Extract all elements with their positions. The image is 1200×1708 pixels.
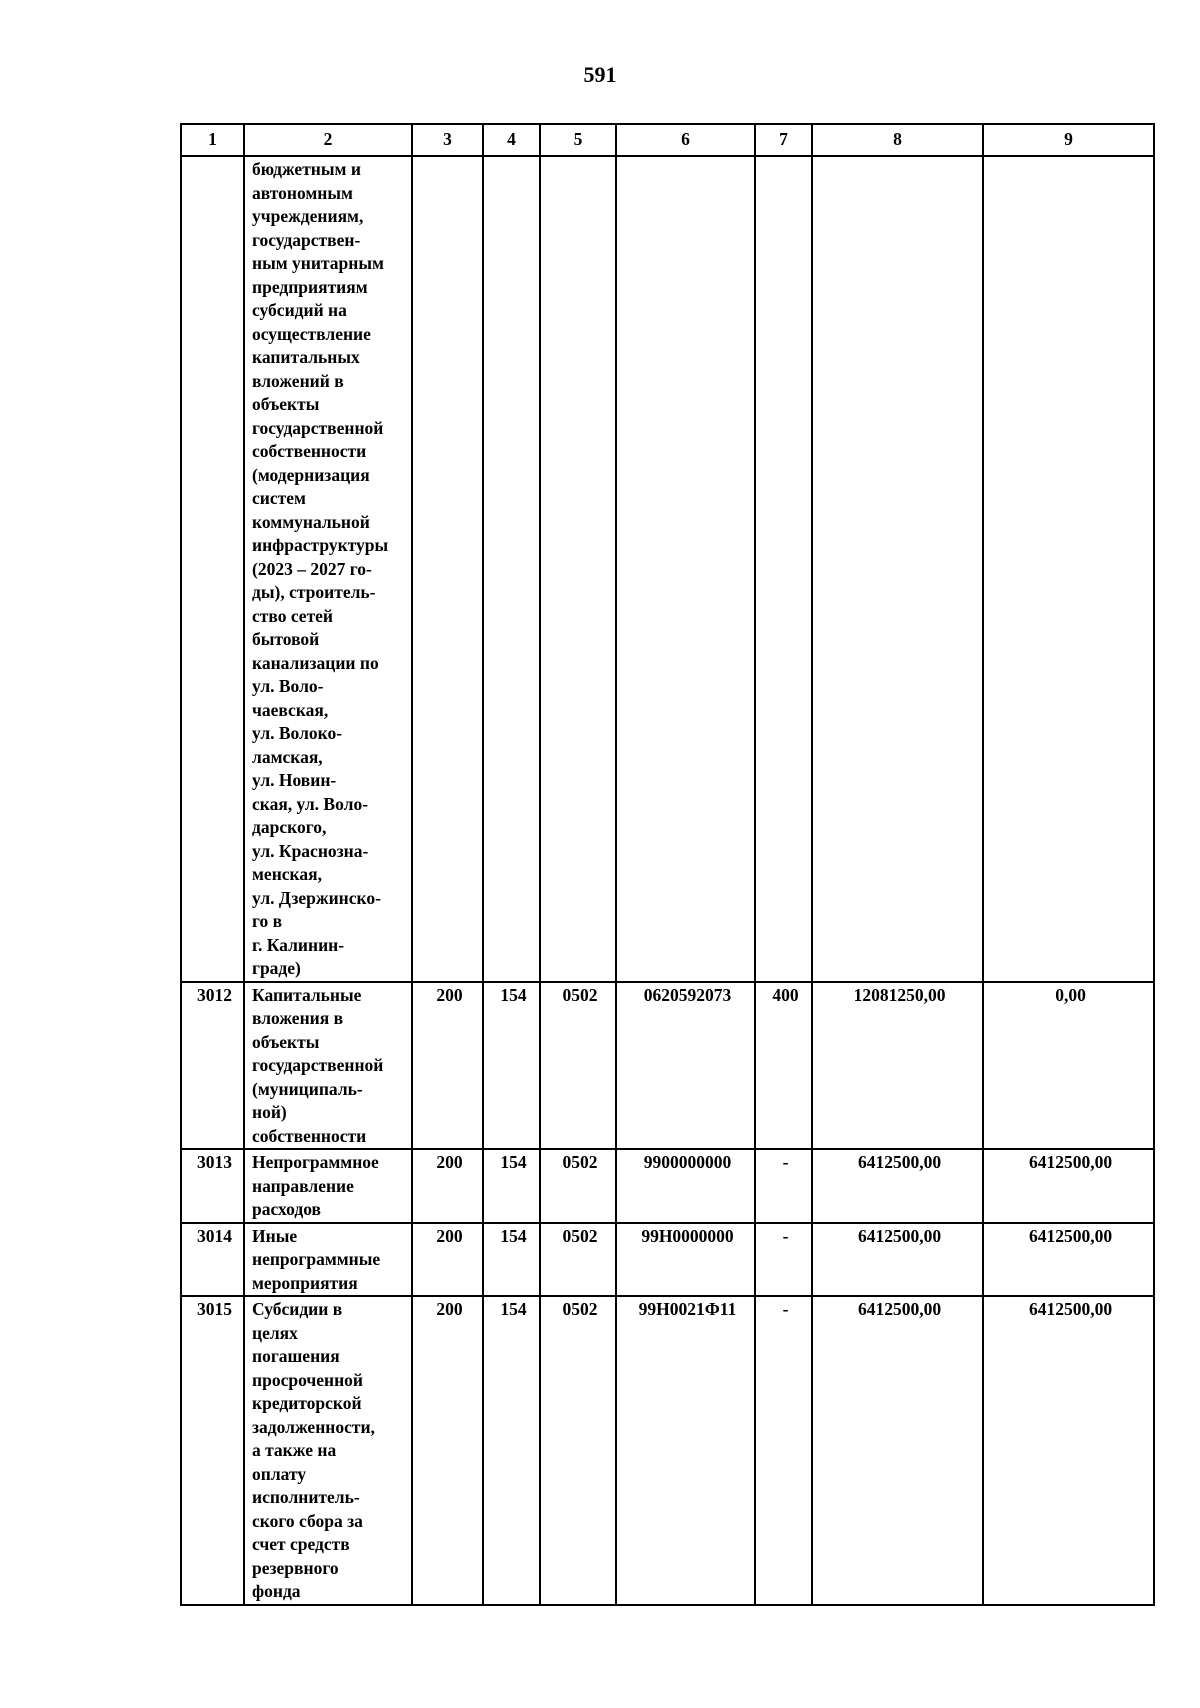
cell-col6: 99Н0021Ф11 [616,1296,755,1605]
budget-table [180,123,1155,1606]
cell-col9: 6412500,00 [983,1223,1154,1297]
table-row [181,1296,1154,1605]
cell-col7: 400 [755,982,812,1150]
row-name-cell [244,156,412,982]
name-line: канализации по [252,652,379,673]
name-line: просроченной [252,1369,363,1390]
name-line: (муниципаль- [252,1078,363,1099]
cell-col4: 154 [483,1223,540,1297]
cell-col7: - [755,1223,812,1297]
name-line: Капитальные [252,984,362,1005]
cell-col6: 9900000000 [616,1149,755,1223]
row-number-cell: 3015 [181,1296,244,1605]
row-number-cell: 3014 [181,1223,244,1297]
cell-col4: 154 [483,1149,540,1223]
cell-col7: - [755,1149,812,1223]
cell-col8: 6412500,00 [812,1149,983,1223]
cell [540,156,616,982]
cell-col3: 200 [412,1149,483,1223]
column-header: 7 [755,124,812,156]
name-line: собственности [252,441,367,461]
name-line: (модернизация [252,464,370,485]
name-line: резервного [252,1557,339,1578]
cell-col9: 6412500,00 [983,1149,1154,1223]
table-row-continuation [181,156,1154,982]
cell-col4: 154 [483,1296,540,1605]
name-line: Непрограммное [252,1152,379,1172]
cell [616,156,755,982]
cell [755,156,812,982]
name-line: исполнитель- [252,1487,360,1507]
name-line: задолженности, [252,1416,375,1437]
cell-col8: 6412500,00 [812,1223,983,1297]
cell-col5: 0502 [540,1149,616,1223]
name-line: субсидий на [252,300,347,320]
row-number-cell: 3013 [181,1149,244,1223]
name-line: ская, ул. Воло- [252,793,369,814]
column-header: 6 [616,124,755,156]
name-line: счет средств [252,1534,350,1554]
cell-col6: 99Н0000000 [616,1223,755,1297]
name-line: государственной [252,417,384,438]
cell-col3: 200 [412,1223,483,1297]
table-row [181,982,1154,1150]
cell [412,156,483,982]
row-name-cell [244,1296,412,1605]
name-line: менская, [252,864,322,884]
cell-col6: 0620592073 [616,982,755,1150]
name-line: чаевская, [252,699,329,720]
name-line: ул. Воло- [252,676,324,696]
name-line: целях [252,1322,298,1343]
name-line: ул. Волоко- [252,723,343,743]
name-line: г. Калинин- [252,934,345,955]
cell-col8: 12081250,00 [812,982,983,1150]
name-line: государственной [252,1055,384,1075]
name-line: расходов [252,1199,321,1219]
cell-col5: 0502 [540,1223,616,1297]
cell-col3: 200 [412,1296,483,1605]
column-header: 4 [483,124,540,156]
column-header: 2 [244,124,412,156]
name-line: коммунальной [252,511,370,532]
name-line: систем [252,488,306,508]
name-line: осуществление [252,323,371,344]
name-line: ул. Краснозна- [252,840,369,861]
name-line: дарского, [252,817,327,837]
name-line: граде) [252,958,301,978]
name-line: погашения [252,1346,340,1366]
cell-col3: 200 [412,982,483,1150]
cell-col5: 0502 [540,1296,616,1605]
name-line: автономным [252,182,353,203]
name-line: бытовой [252,629,320,649]
name-line: собственности [252,1125,367,1146]
column-header: 9 [983,124,1154,156]
name-line: ным унитарным [252,253,384,273]
row-name-cell [244,1149,412,1223]
name-line: ды), строитель- [252,582,376,602]
name-line: учреждениям, [252,206,364,226]
name-line: ского сбора за [252,1510,363,1531]
name-line: непрограммные [252,1249,381,1269]
name-line: ул. Новин- [252,770,337,790]
name-line: вложения в [252,1008,344,1028]
column-header: 8 [812,124,983,156]
name-line: ламская, [252,746,323,767]
row-name-cell [244,982,412,1150]
name-line: направление [252,1175,354,1196]
name-line: ной) [252,1102,287,1122]
name-line: ство сетей [252,605,334,626]
cell-col9: 6412500,00 [983,1296,1154,1605]
name-line: фонда [252,1581,301,1601]
name-line: объекты [252,1031,320,1052]
name-line: а также на [252,1440,337,1460]
name-line: Иные [252,1225,298,1246]
page-number: 591 [583,62,617,87]
table-row [181,1223,1154,1297]
row-number-cell: 3012 [181,982,244,1150]
name-line: капитальных [252,347,360,367]
name-line: государствен- [252,229,361,250]
row-number-cell [181,156,244,982]
name-line: предприятиям [252,276,368,297]
name-line: кредиторской [252,1393,362,1413]
table-row [181,1149,1154,1223]
cell [483,156,540,982]
name-line: вложений в [252,370,344,391]
name-line: объекты [252,394,320,414]
name-line: мероприятия [252,1272,358,1293]
cell-col9: 0,00 [983,982,1154,1150]
cell [983,156,1154,982]
column-header: 1 [181,124,244,156]
cell-col7: - [755,1296,812,1605]
cell-col4: 154 [483,982,540,1150]
cell-col8: 6412500,00 [812,1296,983,1605]
name-line: (2023 – 2027 го- [252,558,372,579]
name-line: го в [252,911,283,931]
table-header-row [181,124,1154,156]
cell-col5: 0502 [540,982,616,1150]
name-line: оплату [252,1463,307,1484]
name-line: ул. Дзержинско- [252,887,381,908]
name-line: инфраструктуры [252,535,389,555]
column-header: 3 [412,124,483,156]
name-line: Субсидии в [252,1299,343,1319]
name-line: бюджетным и [252,159,361,179]
row-name-cell [244,1223,412,1297]
column-header: 5 [540,124,616,156]
cell [812,156,983,982]
